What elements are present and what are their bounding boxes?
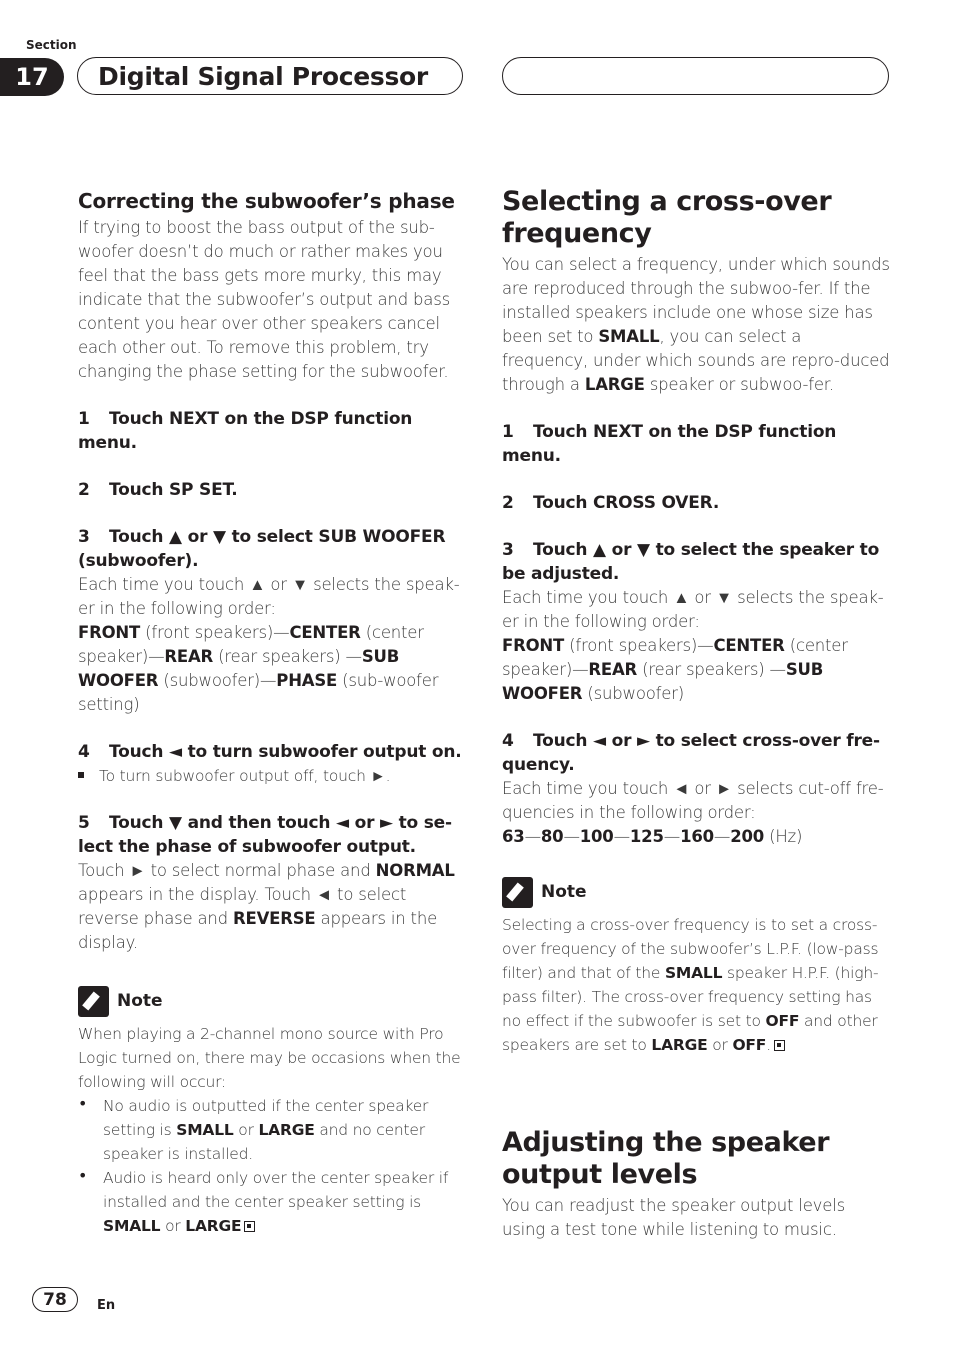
step-3: 3 Touch ▲ or ▼ to select SUB WOOFER (subwoofer).	[78, 527, 446, 571]
step-3-desc: Each time you touch ▲ or ▼ selects the speak-er in the following order:	[502, 588, 884, 631]
pencil-note-icon	[502, 877, 533, 908]
speaker-order: FRONT (front speakers)—CENTER (center speaker)—REAR (rear speakers) —SUB WOOFER (subwoofer)	[502, 636, 848, 703]
section-heading-phase: Correcting the subwoofer’s phase	[78, 189, 455, 213]
note-text: Selecting a cross-over frequency is to set a cross-over frequency of the subwoofer’s L.P.F. (low-pass filter) and that of the SMALL speaker H.P.F. (high-pass filter). The cross-over frequency setting has no effect if the subwoofer is set to OFF and other speakers are set to LARGE or OFF.	[502, 916, 879, 1054]
page-title: Digital Signal Processor	[77, 57, 463, 95]
step-1: 1 Touch NEXT on the DSP function menu.	[78, 409, 413, 453]
step-2: 2 Touch SP SET.	[78, 480, 238, 500]
step-5-desc: Touch ► to select normal phase and NORMAL appears in the display. Touch ◄ to select reverse phase and REVERSE appears in the display.	[78, 861, 455, 952]
crossover-intro: You can select a frequency, under which sounds are reproduced through the subwoo-fer. If the installed speakers include one whose size has been set to SMALL, you can select a frequency, under which sounds are repro-duced through a LARGE speaker or subwoo-fer.	[502, 255, 890, 394]
step-4: 4 Touch ◄ or ► to select cross-over fre-quency.	[502, 731, 880, 775]
end-mark-icon	[244, 1221, 255, 1232]
page-number: 78	[32, 1287, 78, 1312]
header-empty-pill	[502, 57, 889, 95]
phase-intro: If trying to boost the bass output of the sub-woofer doesn’t do much or rather makes you feel that the bass gets more murky, this may indicate that the subwoofer’s output and bass content you hear over other speakers cancel each other out. To remove this problem, try changing the phase setting for the subwoofer.	[78, 218, 450, 381]
step-4: 4 Touch ◄ to turn subwoofer output on.	[78, 742, 462, 762]
step-4-desc: Each time you touch ◄ or ► selects cut-off fre-quencies in the following order:	[502, 779, 884, 822]
levels-intro: You can readjust the speaker output levels using a test tone while listening to music.	[502, 1196, 845, 1239]
section-heading-crossover: Selecting a cross-over frequency	[502, 186, 832, 249]
step-1: 1 Touch NEXT on the DSP function menu.	[502, 422, 837, 466]
pencil-note-icon	[78, 986, 109, 1017]
end-mark-icon	[774, 1040, 785, 1051]
step-5: 5 Touch ▼ and then touch ◄ or ► to se-lect the phase of subwoofer output.	[78, 813, 452, 857]
note-bullet-1: • No audio is outputted if the center speaker setting is SMALL or LARGE and no center speaker is installed.	[78, 1094, 429, 1163]
frequency-order: 63—80—100—125—160—200 (Hz)	[502, 827, 803, 846]
step-3-desc: Each time you touch ▲ or ▼ selects the speak-er in the following order:	[78, 575, 460, 618]
section-number: 17	[0, 58, 64, 96]
section-heading-levels: Adjusting the speaker output levels	[502, 1127, 830, 1190]
note-header: Note	[78, 984, 466, 1018]
speaker-order: FRONT (front speakers)—CENTER (center speaker)—REAR (rear speakers) —SUB WOOFER (subwoofer)—PHASE (sub-woofer setting)	[78, 623, 439, 714]
step-2: 2 Touch CROSS OVER.	[502, 493, 720, 513]
language-label: En	[97, 1298, 116, 1313]
note-text: When playing a 2-channel mono source with Pro Logic turned on, there may be occasions when the following will occur:	[78, 1025, 461, 1091]
section-label: Section	[26, 38, 77, 52]
bullet-square-icon	[78, 772, 84, 778]
note-header: Note	[502, 875, 890, 909]
note-bullet-2: • Audio is heard only over the center speaker if installed and the center speaker setting is SMALL or LARGE	[78, 1166, 449, 1235]
step-4-bullet: To turn subwoofer output off, touch ►.	[78, 764, 466, 788]
left-column	[78, 186, 466, 1238]
step-3: 3 Touch ▲ or ▼ to select the speaker to be adjusted.	[502, 540, 880, 584]
right-column	[502, 186, 890, 1242]
